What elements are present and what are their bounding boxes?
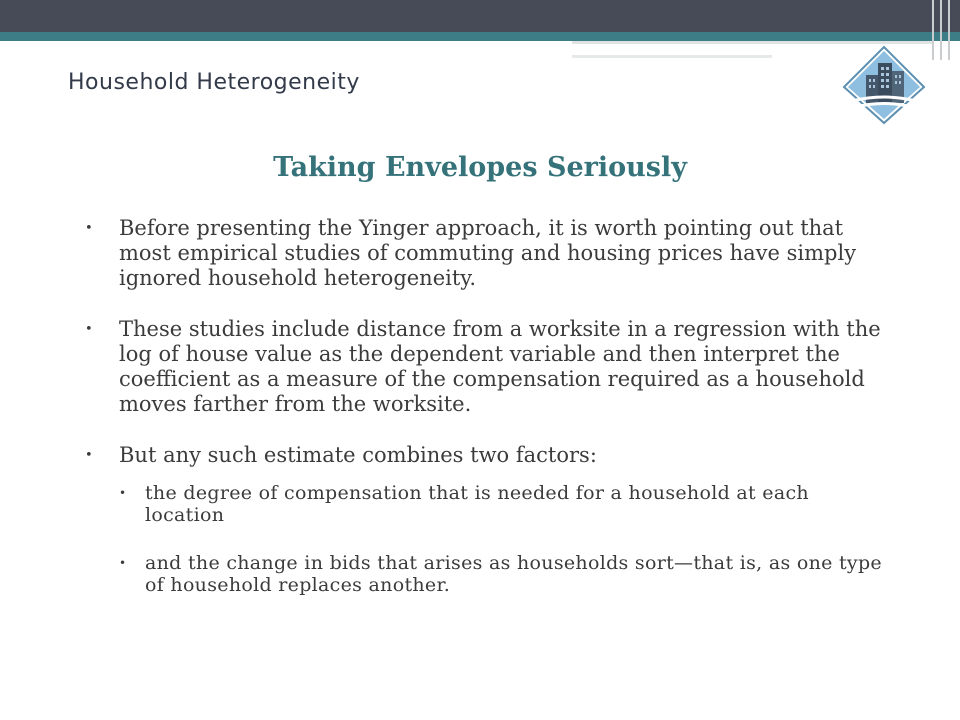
bullet-icon: • xyxy=(119,486,127,500)
sub-bullet-list xyxy=(119,482,885,596)
sub-list-item xyxy=(119,482,885,526)
bullet-icon: • xyxy=(85,322,93,337)
sub-bullet-text: the degree of compensation that is needed for a household at each location xyxy=(145,482,809,526)
top-bar xyxy=(0,0,960,32)
bullet-text: Before presenting the Yinger approach, it is worth pointing out that most empirical studies of commuting and housing prices have simply ignored household heterogeneity. xyxy=(119,216,857,290)
decor-rail xyxy=(940,0,942,60)
list-item xyxy=(85,443,885,596)
teal-accent-strip xyxy=(0,32,960,41)
bullet-list xyxy=(85,216,885,622)
bullet-icon: • xyxy=(85,448,93,463)
list-item xyxy=(85,216,885,291)
city-buildings-logo-icon xyxy=(842,45,926,125)
bullet-text: But any such estimate combines two factors: xyxy=(119,443,597,467)
sub-bullet-text: and the change in bids that arises as households sort—that is, as one type of household replaces another. xyxy=(145,552,882,596)
bullet-icon: • xyxy=(119,556,127,570)
slide-title: Taking Envelopes Seriously xyxy=(273,152,687,183)
bullet-icon: • xyxy=(85,221,93,236)
list-item xyxy=(85,317,885,417)
section-header: Household Heterogeneity xyxy=(68,70,360,95)
accent-step xyxy=(0,41,572,48)
accent-line-lower xyxy=(572,55,772,58)
decor-rail xyxy=(932,0,934,60)
accent-line xyxy=(572,41,932,44)
bullet-text: These studies include distance from a worksite in a regression with the log of house value as the dependent variable and then interpret the coefficient as a measure of the compensation required as a household moves farther from the worksite. xyxy=(119,317,881,416)
sub-list-item xyxy=(119,552,885,596)
decor-rail xyxy=(948,0,950,60)
